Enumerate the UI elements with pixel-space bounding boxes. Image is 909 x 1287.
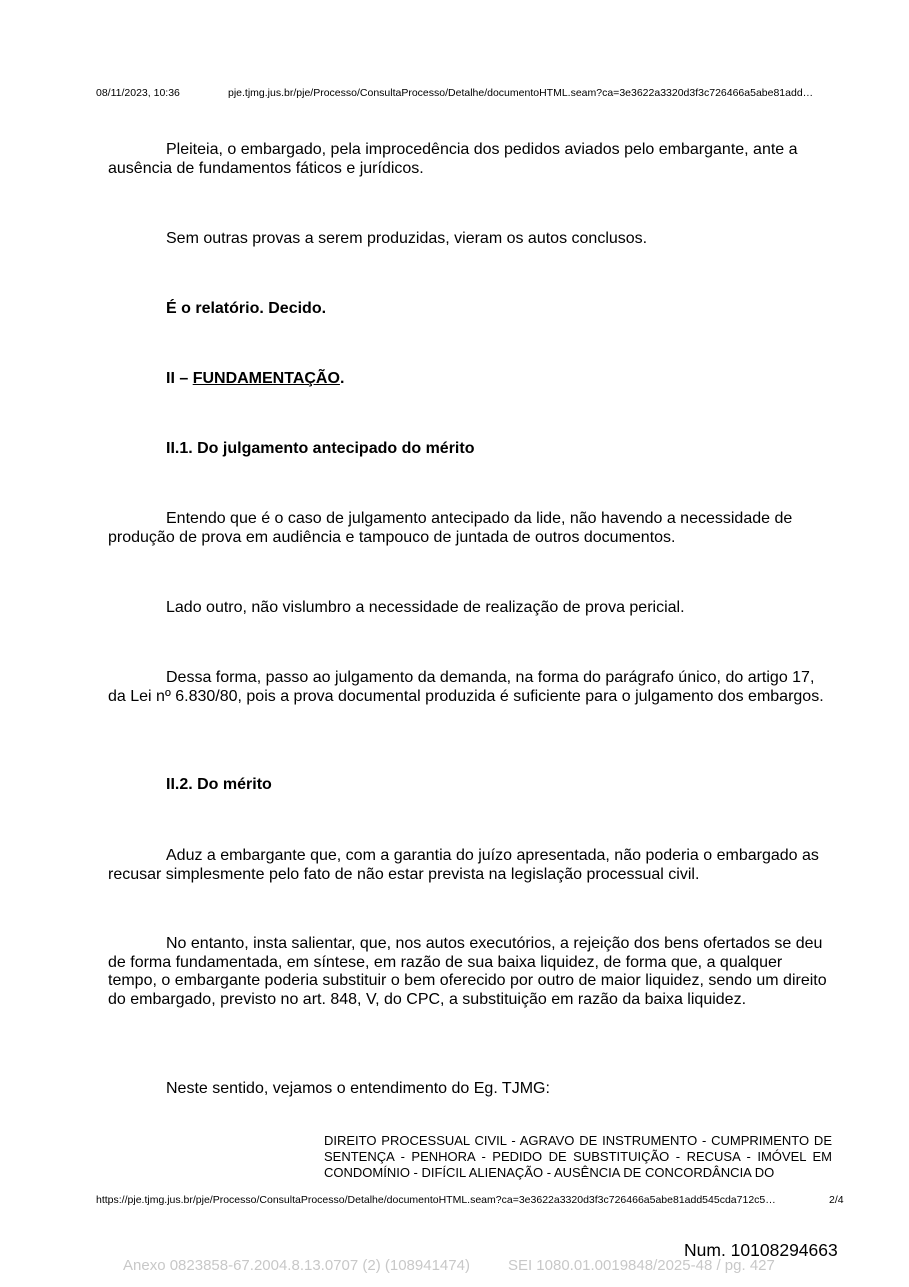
heading-julgamento-antecipado: II.1. Do julgamento antecipado do mérito bbox=[166, 440, 475, 457]
document-number: Num. 10108294663 bbox=[684, 1240, 838, 1260]
paragraph-lado-outro bbox=[108, 599, 832, 618]
paragraph-text: No entanto, insta salientar, que, nos autos executórios, a rejeição dos bens ofertados se deu de forma fundamentada, em síntese, em razão de sua baixa liquidez, de forma que, a qualquer tempo, o embargante poderia substituir o bem oferecido por outro de maior liquidez, sendo um direito do embargado, previsto no art. 848, V, do CPC, a substituição em razão da baixa liquidez. bbox=[108, 935, 827, 1008]
heading-do-merito: II.2. Do mérito bbox=[166, 776, 272, 793]
page-number: 2/4 bbox=[829, 1194, 844, 1206]
paragraph-no-entanto bbox=[108, 935, 832, 1009]
print-footer-url: https://pje.tjmg.jus.br/pje/Processo/ConsultaProcesso/Detalhe/documentoHTML.seam?ca=3e3622a3320d3f3c726466a5abe81add545cda712c5… bbox=[96, 1194, 776, 1206]
paragraph-text: Lado outro, não vislumbro a necessidade de realização de prova pericial. bbox=[166, 599, 685, 616]
annex-reference: Anexo 0823858-67.2004.8.13.0707 (2) (108941474) bbox=[123, 1257, 470, 1274]
paragraph-aduz bbox=[108, 847, 832, 884]
annex-stamp bbox=[123, 1257, 775, 1274]
heading-suffix: . bbox=[339, 370, 345, 387]
heading-relatorio: É o relatório. Decido. bbox=[166, 300, 327, 317]
paragraph-entendo bbox=[108, 510, 832, 547]
heading-underlined: FUNDAMENTAÇÃO bbox=[192, 370, 340, 387]
paragraph-text: Dessa forma, passo ao julgamento da demanda, na forma do parágrafo único, do artigo 17, da Lei nº 6.830/80, pois a prova documental produzida é suficiente para o julgamento dos embargos. bbox=[108, 669, 824, 705]
paragraph-sem-outras-provas bbox=[108, 230, 832, 249]
print-header-url: pje.tjmg.jus.br/pje/Processo/ConsultaProcesso/Detalhe/documentoHTML.seam?ca=3e3622a3320d3f3c726466a5abe81add… bbox=[228, 87, 814, 99]
heading-prefix: II – bbox=[166, 370, 193, 387]
paragraph-text: Entendo que é o caso de julgamento antecipado da lide, não havendo a necessidade de produção de prova em audiência e tampouco de juntada de outros documentos. bbox=[108, 510, 793, 546]
paragraph-neste-sentido bbox=[108, 1080, 832, 1099]
sei-reference: SEI 1080.01.0019848/2025-48 / pg. 427 bbox=[507, 1257, 775, 1274]
paragraph-text: Pleiteia, o embargado, pela improcedência dos pedidos aviados pelo embargante, ante a ausência de fundamentos fáticos e jurídicos. bbox=[108, 141, 798, 177]
jurisprudence-quote: DIREITO PROCESSUAL CIVIL - AGRAVO DE INSTRUMENTO - CUMPRIMENTO DE SENTENÇA - PENHORA - PEDIDO DE SUBSTITUIÇÃO - RECUSA - IMÓVEL EM CONDOMÍNIO - DIFÍCIL ALIENAÇÃO - AUSÊNCIA DE CONCORDÂNCIA DO bbox=[324, 1133, 832, 1180]
paragraph-text: Sem outras provas a serem produzidas, vieram os autos conclusos. bbox=[166, 230, 648, 247]
heading-fundamentacao bbox=[166, 370, 344, 389]
paragraph-dessa-forma bbox=[108, 669, 832, 706]
paragraph-pleiteia bbox=[108, 141, 832, 178]
paragraph-text: Neste sentido, vejamos o entendimento do Eg. TJMG: bbox=[166, 1080, 550, 1097]
print-datetime: 08/11/2023, 10:36 bbox=[96, 87, 180, 99]
paragraph-text: Aduz a embargante que, com a garantia do juízo apresentada, não poderia o embargado as recusar simplesmente pelo fato de não estar prevista na legislação processual civil. bbox=[108, 847, 819, 883]
